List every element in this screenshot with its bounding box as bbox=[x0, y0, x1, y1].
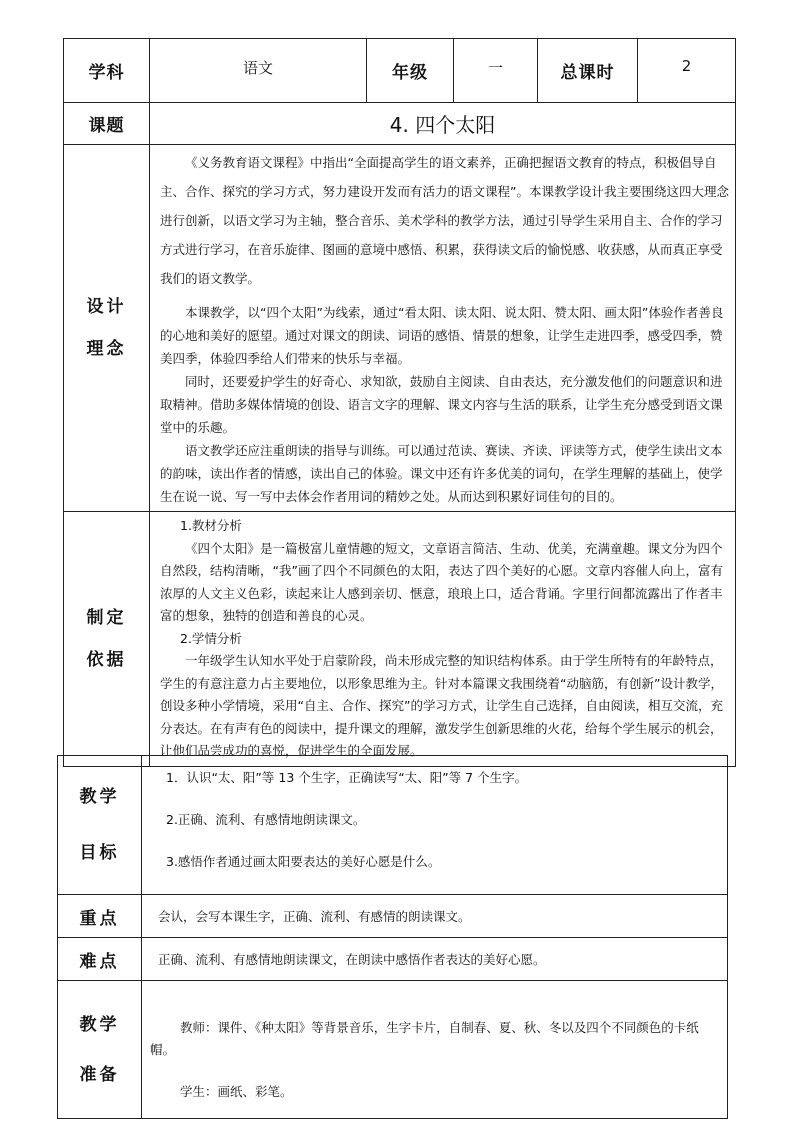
basis-content bbox=[150, 512, 736, 767]
design-label-line-2: 理念 bbox=[86, 339, 127, 359]
teaching-goals-label bbox=[58, 756, 142, 895]
subject-value: 语文 bbox=[150, 39, 367, 103]
basis-label-line-2: 依据 bbox=[86, 649, 127, 670]
topic-row bbox=[64, 103, 736, 145]
design-concept-label bbox=[64, 145, 150, 512]
teaching-goals-content bbox=[142, 756, 728, 895]
topic-label: 课题 bbox=[64, 103, 150, 145]
design-row bbox=[64, 145, 736, 512]
design-concept-content bbox=[150, 145, 736, 512]
subject-label: 学科 bbox=[64, 39, 150, 103]
grade-label: 年级 bbox=[367, 39, 454, 103]
difficulties-label: 难点 bbox=[58, 938, 142, 981]
design-paragraph: 《义务教育语文课程》中指出“全面提高学生的语文素养，正确把握语文教育的特点，积极倡导自主、合作、探究的学习方式，努力建设开发而有活力的语文课程”。本课教学设计我主要围绕这四大理念进行创新，以语文学习为主轴，整合音乐、美术学科的教学方法，通过引导学生采用自主、合作的学习方式进行学习，在音乐旋律、图画的意境中感悟、积累，获得读文后的愉悦感、收获感，从而真正享受我们的语文教学。 bbox=[160, 155, 729, 286]
design-label-line-1: 设计 bbox=[86, 297, 127, 317]
student-analysis-text: 一年级学生认知水平处于启蒙阶段，尚未形成完整的知识结构体系。由于学生所特有的年龄特点，学生的有意注意力占主要地位，以形象思维为主。针对本篇课文我围绕着“动脑筋，有创新”设计教学，创设多种小学情境，采用“自主、合作、探究”的学习方式，让学生自己选择，自由阅读，相互交流，充分表达。在有声有色的阅读中，提升课文的理解，激发学生创新思维的火花，给每个学生展示的机会，让他们品尝成功的喜悦，促进学生的全面发展。 bbox=[160, 653, 723, 758]
design-paragraph: 本课教学，以“四个太阳”为线索，通过“看太阳、读太阳、说太阳、赞太阳、画太阳”体验作者善良的心地和美好的愿望。通过对课文的朗读、词语的感悟、情景的想象，让学生走进四季，感受四季，赞美四季，体验四季给人们带来的快乐与幸福。 bbox=[160, 305, 724, 366]
teacher-prep-text: 教师：课件、《种太阳》等背景音乐，生字卡片，自制春、夏、秋、冬以及四个不同颜色的卡纸帽。 bbox=[150, 1020, 699, 1057]
teaching-prep-content bbox=[142, 981, 728, 1119]
goal-item: 3.感悟作者通过画太阳要表达的美好心愿是什么。 bbox=[166, 854, 441, 869]
student-prep-text: 学生：画纸、彩笔。 bbox=[180, 1084, 293, 1099]
key-points-text: 会认，会写本课生字，正确、流利、有感情的朗读课文。 bbox=[142, 895, 728, 938]
lesson-plan-table-bottom bbox=[57, 755, 728, 1119]
prep-label-line-2: 准备 bbox=[79, 1064, 120, 1085]
prep-label-line-1: 教学 bbox=[79, 1014, 120, 1035]
student-analysis-heading: 2.学情分析 bbox=[180, 630, 242, 646]
goals-label-line-2: 目标 bbox=[79, 843, 120, 863]
goal-item: 2.正确、流利、有感情地朗读课文。 bbox=[166, 812, 366, 827]
textbook-analysis-heading: 1.教材分析 bbox=[180, 518, 242, 533]
grade-value: 一 bbox=[454, 39, 538, 103]
total-hours-label: 总课时 bbox=[538, 39, 638, 103]
preparation-row bbox=[58, 981, 728, 1119]
header-row bbox=[64, 39, 736, 103]
goals-label-line-1: 教学 bbox=[79, 787, 120, 807]
lesson-plan-table-top bbox=[63, 38, 736, 767]
basis-row bbox=[64, 512, 736, 767]
textbook-analysis-text: 《四个太阳》是一篇极富儿童情趣的短文，文章语言简洁、生动、优美，充满童趣。课文分为四个自然段，结构清晰，“我”画了四个不同颜色的太阳，表达了四个美好的心愿。文章内容催人向上，富有浓厚的人文主义色彩，读起来让人感到亲切、惬意，琅琅上口，适合背诵。字里行间都流露出了作者丰富的想象，独特的创造和善良的心灵。 bbox=[160, 540, 723, 623]
basis-label-line-1: 制定 bbox=[86, 607, 127, 628]
key-points-label: 重点 bbox=[58, 895, 142, 938]
design-paragraph: 同时，还要爱护学生的好奇心、求知欲，鼓励自主阅读、自由表达，充分激发他们的问题意识和进取精神。借助多媒体情境的创设、语言文字的理解、课文内容与生活的联系，让学生充分感受到语文课堂中的乐趣。 bbox=[160, 374, 723, 435]
design-paragraph: 语文教学还应注重朗读的指导与训练。可以通过范读、赛读、齐读、评读等方式，使学生读出文本的韵味，读出作者的情感，读出自己的体验。课文中还有许多优美的词句，在学生理解的基础上，使学生在说一说、写一写中去体会作者用词的精妙之处。从而达到积累好词佳句的目的。 bbox=[160, 443, 723, 504]
difficulties-text: 正确、流利、有感情地朗读课文，在朗读中感悟作者表达的美好心愿。 bbox=[142, 938, 728, 981]
difficulties-row bbox=[58, 938, 728, 981]
teaching-prep-label bbox=[58, 981, 142, 1119]
basis-label bbox=[64, 512, 150, 767]
goals-row bbox=[58, 756, 728, 895]
goal-item: 1．认识“太、阳”等 13 个生字，正确读写“太、阳”等 7 个生字。 bbox=[166, 770, 528, 785]
lesson-title: 4. 四个太阳 bbox=[150, 103, 736, 145]
total-hours-value: 2 bbox=[638, 39, 736, 103]
key-points-row bbox=[58, 895, 728, 938]
